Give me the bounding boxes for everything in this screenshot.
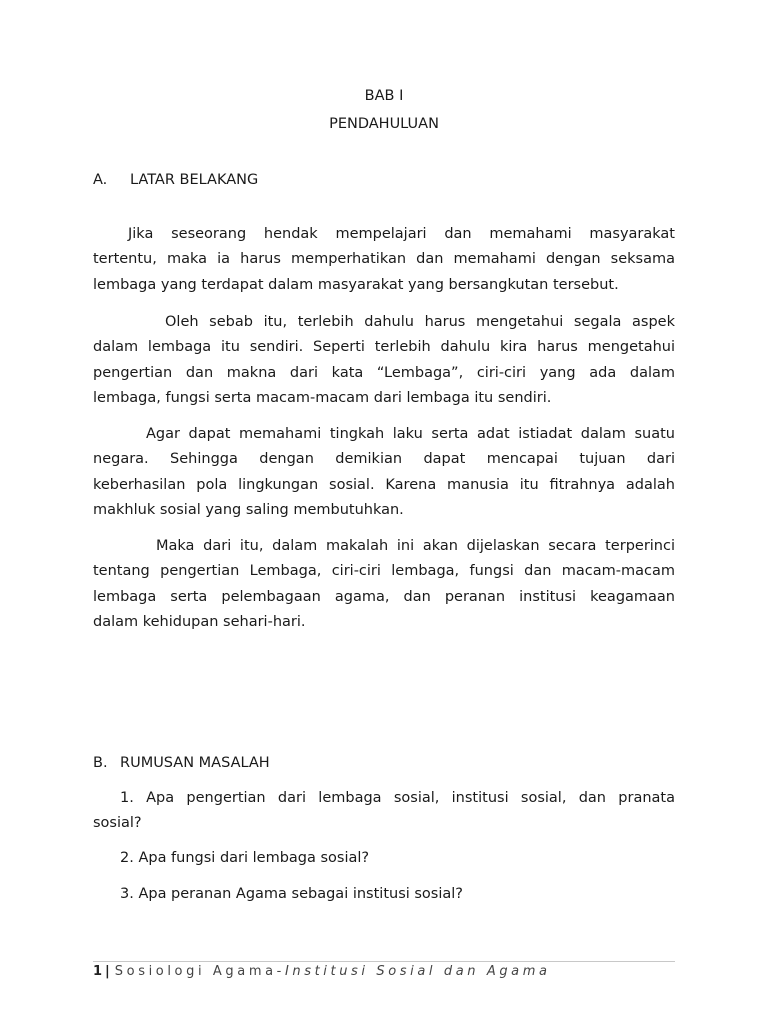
paragraph-line: tentang pengertian Lembaga, ciri-ciri lembaga, fungsi dan macam-macam (93, 563, 675, 580)
list-item (93, 786, 675, 837)
footer-divider (93, 961, 675, 962)
paragraph-line: keberhasilan pola lingkungan sosial. Karena manusia itu fitrahnya adalah (93, 476, 675, 493)
paragraph-line: Jika seseorang hendak mempelajari dan memahami masyarakat (128, 226, 675, 242)
paragraph-line: pengertian dan makna dari kata “Lembaga”, ciri-ciri yang ada dalam (93, 364, 675, 381)
paragraph-line: Maka dari itu, dalam makalah ini akan dijelaskan secara terperinci (156, 538, 675, 554)
list-item (93, 846, 675, 871)
section-a-number: A. (93, 172, 108, 188)
chapter-title: PENDAHULUAN (329, 116, 439, 132)
paragraph-line: dalam lembaga itu sendiri. Seperti terlebih dahulu kira harus mengetahui (93, 339, 675, 356)
section-a-heading (93, 172, 258, 188)
paragraph-line: makhluk sosial yang saling membutuhkan. (93, 501, 404, 518)
paragraph-4 (93, 534, 675, 635)
page-number: 1 (93, 964, 103, 979)
list-item-line: sosial? (93, 815, 142, 832)
paragraph-line: negara. Sehingga dengan demikian dapat mencapai tujuan dari (93, 451, 675, 468)
list-item-line: 2. Apa fungsi dari lembaga sosial? (120, 850, 370, 866)
paragraph-line: Agar dapat memahami tingkah laku serta adat istiadat dalam suatu (146, 426, 675, 442)
paragraph-line: Oleh sebab itu, terlebih dahulu harus mengetahui segala aspek (165, 314, 675, 330)
list-item (93, 882, 675, 907)
chapter-number: BAB I (364, 88, 404, 104)
section-a-title: LATAR BELAKANG (130, 172, 259, 188)
paragraph-3 (93, 422, 675, 523)
paragraph-line: lembaga yang terdapat dalam masyarakat yang bersangkutan tersebut. (93, 276, 619, 293)
list-item-line: 3. Apa peranan Agama sebagai institusi sosial? (120, 886, 464, 902)
section-b-heading (93, 755, 270, 771)
section-b-number: B. (93, 755, 108, 771)
paragraph-line: lembaga, fungsi serta macam-macam dari lembaga itu sendiri. (93, 389, 552, 406)
paragraph-line: lembaga serta pelembagaan agama, dan peranan institusi keagamaan (93, 588, 675, 605)
list-item-line: 1. Apa pengertian dari lembaga sosial, institusi sosial, dan pranata (120, 790, 675, 806)
section-b-title: RUMUSAN MASALAH (120, 755, 270, 771)
paragraph-line: dalam kehidupan sehari-hari. (93, 613, 306, 630)
footer-topic: Institusi Sosial dan Agama (284, 964, 551, 979)
paragraph-2 (93, 310, 675, 411)
footer-separator: | (105, 964, 110, 979)
paragraph-1 (93, 222, 675, 298)
footer-course: Sosiologi Agama- (114, 964, 285, 979)
paragraph-line: tertentu, maka ia harus memperhatikan dan memahami dengan seksama (93, 251, 675, 268)
page-footer (93, 964, 551, 979)
